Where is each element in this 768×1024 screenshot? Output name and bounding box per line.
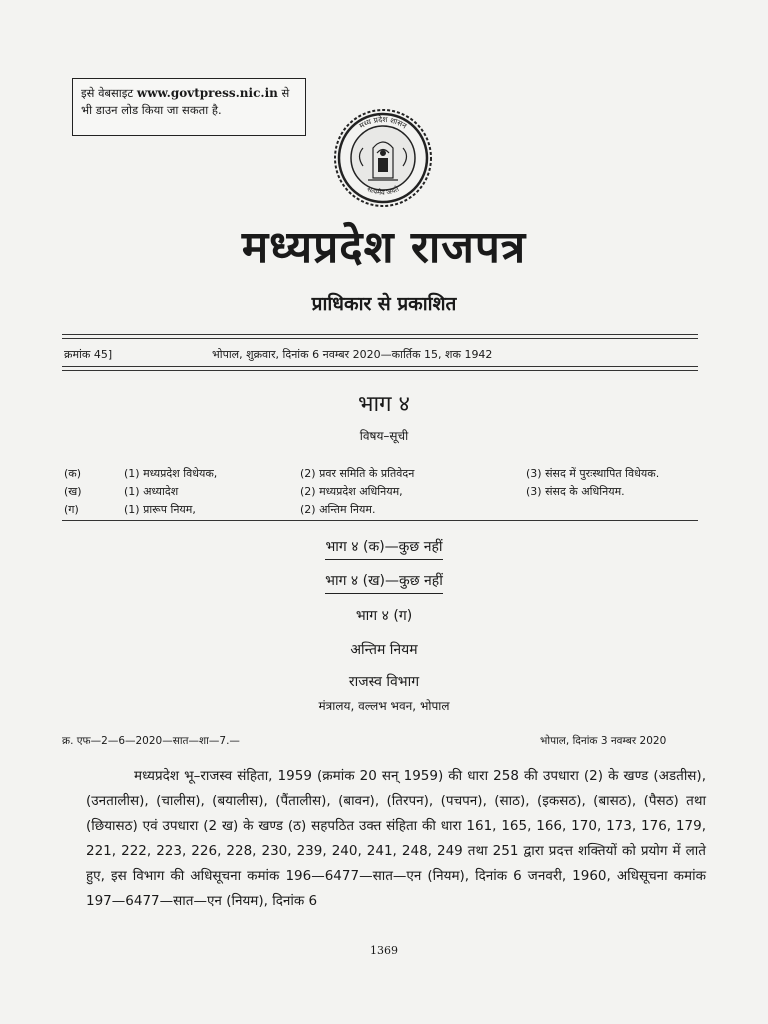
download-notice xyxy=(72,78,306,136)
toc-key: (ग) xyxy=(64,503,79,516)
final-rules-heading: अन्तिम नियम xyxy=(350,642,418,658)
gazette-subtitle: प्राधिकार से प्रकाशित xyxy=(311,293,457,315)
emblem-top-text: मध्य प्रदेश शासन xyxy=(357,114,409,131)
govtpress-link[interactable]: www.govtpress.nic.in xyxy=(136,86,278,100)
notice-suffix: से भी डाउन लोड किया जा सकता है. xyxy=(81,86,290,117)
toc-key: (क) xyxy=(64,467,82,480)
toc-title: विषय–सूची xyxy=(359,429,409,443)
gazette-title: मध्यप्रदेश राजपत्र xyxy=(241,222,527,273)
notice-prefix: इसे वेबसाइट xyxy=(81,86,134,100)
ministry-address: मंत्रालय, वल्लभ भवन, भोपाल xyxy=(318,699,450,713)
emblem-motto: सत्यमेव जयते xyxy=(365,185,401,197)
toc-item: (3) संसद के अधिनियम. xyxy=(526,485,625,498)
divider xyxy=(62,370,698,371)
divider xyxy=(62,338,698,339)
divider xyxy=(62,520,698,521)
order-number: क्र. एफ—2—6—2020—सात—शा—7.— xyxy=(62,735,240,747)
order-date: भोपाल, दिनांक 3 नवम्बर 2020 xyxy=(540,735,667,747)
toc-key: (ख) xyxy=(64,485,82,498)
toc-item: (1) अध्यादेश xyxy=(124,485,179,498)
divider xyxy=(62,366,698,367)
issue-date: भोपाल, शुक्रवार, दिनांक 6 नवम्बर 2020—कार्तिक 15, शक 1942 xyxy=(212,348,493,361)
toc-item: (2) अन्तिम नियम. xyxy=(300,503,376,516)
part-4b-heading: भाग ४ (ख)—कुछ नहीं xyxy=(0,571,768,594)
order-body-text: मध्यप्रदेश भू–राजस्व संहिता, 1959 (क्रमांक 20 सन् 1959) की धारा 258 की उपधारा (2) के खण्ड (अडतीस), (उनतालीस), (चालीस), (बयालीस), (पैंतालीस), (बावन), (तिरपन), (पचपन), (साठ), (इकसठ), (बासठ), (पैसठ) तथा (छियासठ) एवं उपधारा (2 ख) के खण्ड (ठ) सहपठित उक्त संहिता की धारा 161, 165, 166, 170, 173, 176, 179, 221, 222, 223, 226, 228, 230, 239, 240, 241, 248, 249 तथा 251 द्वारा प्रदत्त शक्तियों को प्रयोग में लाते हुए, इस विभाग की अधिसूचना कमांक 196—6477—सात—एन (नियम), दिनांक 6 जनवरी, 1960, अधिसूचना कमांक 197—6477—सात—एन (नियम), दिनांक 6 xyxy=(86,768,706,909)
divider xyxy=(62,334,698,335)
part-4c-heading: भाग ४ (ग) xyxy=(355,608,413,624)
part-4a-heading: भाग ४ (क)—कुछ नहीं xyxy=(0,537,768,560)
toc-item: (1) प्रारूप नियम, xyxy=(124,503,196,516)
toc-item: (2) मध्यप्रदेश अधिनियम, xyxy=(300,485,403,498)
toc-item: (2) प्रवर समिति के प्रतिवेदन xyxy=(300,467,415,480)
page-number: 1369 xyxy=(370,944,398,957)
issue-number: क्रमांक 45] xyxy=(64,348,113,361)
toc-item: (3) संसद में पुरःस्थापित विधेयक. xyxy=(526,467,660,480)
state-emblem-icon xyxy=(318,108,448,208)
part-title: भाग ४ xyxy=(358,392,410,417)
toc-item: (1) मध्यप्रदेश विधेयक, xyxy=(124,467,218,480)
department-heading: राजस्व विभाग xyxy=(348,674,420,690)
order-body xyxy=(86,764,706,914)
